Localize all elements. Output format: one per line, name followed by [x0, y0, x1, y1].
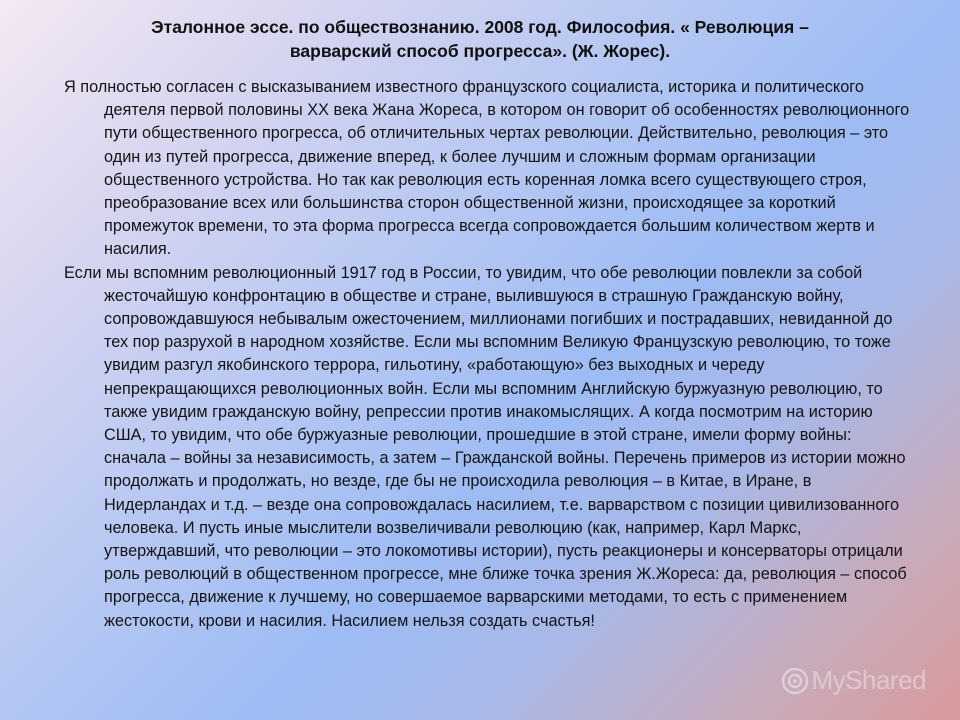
essay-paragraph-1: Я полностью согласен с высказыванием известного французского социалиста, историка и политического деятеля первой половины XX века Жана Жореса, в котором он говорит об особенностях революционного пути общественного прогресса, об отличительных чертах революции. Действительно, революция – это один из путей прогресса, движение вперед, к более лучшим и сложным формам организации общественного устройства. Но так как революция есть коренная ломка всего существующего строя, преобразование всех или большинства сторон общественной жизни, происходящее за короткий промежуток времени, то эта форма прогресса всегда сопровождается большим количеством жертв и насилия.	[64, 78, 910, 259]
title-line-2: варварский способ прогресса». (Ж. Жорес).	[289, 41, 671, 61]
slide-title	[40, 15, 920, 63]
watermark	[780, 665, 927, 696]
watermark-text: MyShared	[811, 665, 926, 695]
essay-paragraph-2: Если мы вспомним революционный 1917 год в России, то увидим, что обе революции повлекли за собой жесточайшую конфронтацию в обществе и стране, вылившуюся в страшную Гражданскую войну, сопровождавшуюся небывалым ожесточением, миллионами погибших и пострадавших, невиданной до тех пор разрухой в народном хозяйстве. Если мы вспомним Великую Французскую революцию, то тоже увидим разгул якобинского террора, гильотину, «работающую» без выходных и череду непрекращающихся революционных войн. Если мы вспомним Английскую буржуазную революцию, то также увидим гражданскую войну, репрессии против инакомыслящих. А когда посмотрим на историю США, то увидим, что обе буржуазные революции, прошедшие в этой стране, имели форму войны: сначала – войны за независимость, а затем – Гражданской войны. Перечень примеров из истории можно продолжать и продолжать, но везде, где бы не происходила революция – в Китае, в Иране, в Нидерландах и т.д. – везде она сопровождалась насилием, т.е. варварством с позиции цивилизованного человека. И пусть иные мыслители возвеличивали революцию (как, например, Карл Маркс, утверждавший, что революции – это локомотивы истории), пусть реакционеры и консерваторы отрицали роль революций в общественном прогрессе, мне ближе точка зрения Ж.Жореса: да, революция – способ прогресса, движение к лучшему, но совершаемое варварскими методами, то есть с применением жестокости, крови и насилия. Насилием нельзя создать счастья!	[64, 263, 907, 630]
title-line-1: Эталонное эссе. по обществознанию. 2008 год. Философия. « Революция –	[151, 17, 809, 37]
essay-body	[64, 76, 914, 633]
myshared-logo-icon	[780, 666, 810, 696]
